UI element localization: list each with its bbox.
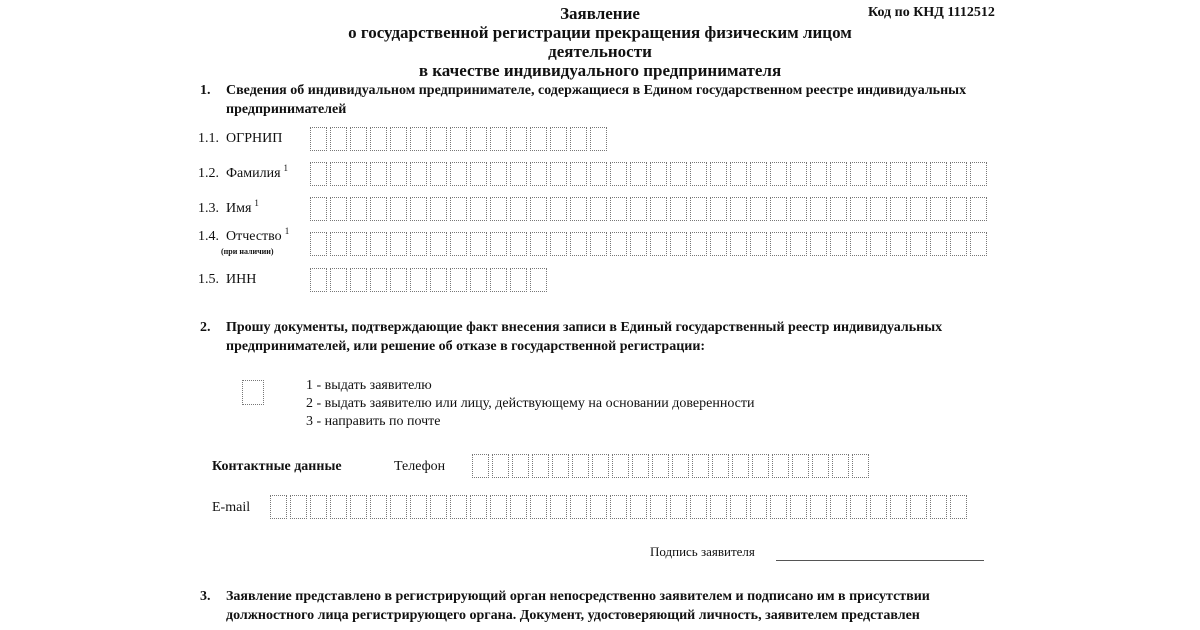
- char-cell[interactable]: [690, 232, 707, 256]
- field-inn-number: 1.5.: [198, 272, 219, 287]
- char-cell[interactable]: [690, 495, 707, 519]
- char-cell[interactable]: [810, 232, 827, 256]
- char-cell[interactable]: [470, 495, 487, 519]
- char-cell[interactable]: [350, 162, 367, 186]
- char-cell[interactable]: [850, 162, 867, 186]
- section-1-heading: [226, 81, 1006, 119]
- surname-input-cells[interactable]: [310, 162, 987, 186]
- field-name-label: [226, 198, 259, 217]
- char-cell[interactable]: [592, 454, 609, 478]
- char-cell[interactable]: [850, 495, 867, 519]
- char-cell[interactable]: [632, 454, 649, 478]
- char-cell[interactable]: [710, 197, 727, 221]
- char-cell[interactable]: [590, 197, 607, 221]
- section-1-heading-line-2: предпринимателей: [226, 102, 347, 117]
- char-cell[interactable]: [330, 197, 347, 221]
- char-cell[interactable]: [472, 454, 489, 478]
- char-cell[interactable]: [650, 197, 667, 221]
- char-cell[interactable]: [510, 197, 527, 221]
- char-cell[interactable]: [310, 162, 327, 186]
- char-cell[interactable]: [330, 127, 347, 151]
- char-cell[interactable]: [950, 495, 967, 519]
- char-cell[interactable]: [490, 232, 507, 256]
- char-cell[interactable]: [770, 495, 787, 519]
- char-cell[interactable]: [670, 162, 687, 186]
- char-cell[interactable]: [550, 162, 567, 186]
- field-ogrnip-label-text: ОГРНИП: [226, 131, 283, 146]
- char-cell[interactable]: [630, 232, 647, 256]
- char-cell[interactable]: [950, 162, 967, 186]
- char-cell[interactable]: [650, 232, 667, 256]
- char-cell[interactable]: [370, 197, 387, 221]
- char-cell[interactable]: [590, 162, 607, 186]
- char-cell[interactable]: [510, 495, 527, 519]
- title-line-2: о государственной регистрации прекращения физическим лицом деятельности: [348, 23, 852, 61]
- char-cell[interactable]: [410, 127, 427, 151]
- char-cell[interactable]: [530, 232, 547, 256]
- char-cell[interactable]: [370, 127, 387, 151]
- char-cell[interactable]: [350, 197, 367, 221]
- char-cell[interactable]: [450, 495, 467, 519]
- char-cell[interactable]: [950, 197, 967, 221]
- char-cell[interactable]: [890, 162, 907, 186]
- char-cell[interactable]: [450, 268, 467, 292]
- char-cell[interactable]: [610, 232, 627, 256]
- email-input-cells[interactable]: [270, 495, 967, 519]
- email-label: E-mail: [212, 500, 251, 515]
- char-cell[interactable]: [390, 197, 407, 221]
- char-cell[interactable]: [910, 495, 927, 519]
- delivery-option: 3 - направить по почте: [306, 414, 441, 429]
- char-cell[interactable]: [850, 232, 867, 256]
- char-cell[interactable]: [570, 495, 587, 519]
- char-cell[interactable]: [430, 197, 447, 221]
- char-cell[interactable]: [810, 162, 827, 186]
- char-cell[interactable]: [330, 495, 347, 519]
- char-cell[interactable]: [710, 232, 727, 256]
- char-cell[interactable]: [550, 232, 567, 256]
- char-cell[interactable]: [550, 197, 567, 221]
- char-cell[interactable]: [690, 162, 707, 186]
- char-cell[interactable]: [732, 454, 749, 478]
- char-cell[interactable]: [730, 232, 747, 256]
- char-cell[interactable]: [810, 495, 827, 519]
- char-cell[interactable]: [370, 495, 387, 519]
- char-cell[interactable]: [950, 232, 967, 256]
- section-1-heading-line-1: Сведения об индивидуальном предпринимателе, содержащиеся в Едином государственном реестре индивидуальных: [226, 83, 967, 98]
- char-cell[interactable]: [910, 232, 927, 256]
- char-cell[interactable]: [350, 495, 367, 519]
- field-surname-number: 1.2.: [198, 166, 219, 181]
- char-cell[interactable]: [770, 197, 787, 221]
- char-cell[interactable]: [530, 197, 547, 221]
- char-cell[interactable]: [670, 197, 687, 221]
- char-cell[interactable]: [590, 495, 607, 519]
- knd-code: Код по КНД 1112512: [868, 5, 995, 20]
- char-cell[interactable]: [410, 197, 427, 221]
- char-cell[interactable]: [390, 162, 407, 186]
- char-cell[interactable]: [490, 197, 507, 221]
- char-cell[interactable]: [630, 495, 647, 519]
- char-cell[interactable]: [730, 197, 747, 221]
- char-cell[interactable]: [852, 454, 869, 478]
- char-cell[interactable]: [970, 162, 987, 186]
- char-cell[interactable]: [890, 232, 907, 256]
- char-cell[interactable]: [850, 197, 867, 221]
- option-code: 1: [306, 378, 313, 393]
- char-cell[interactable]: [310, 232, 327, 256]
- char-cell[interactable]: [650, 495, 667, 519]
- char-cell[interactable]: [510, 232, 527, 256]
- char-cell[interactable]: [870, 197, 887, 221]
- char-cell[interactable]: [650, 162, 667, 186]
- char-cell[interactable]: [310, 127, 327, 151]
- char-cell[interactable]: [830, 162, 847, 186]
- char-cell[interactable]: [630, 197, 647, 221]
- char-cell[interactable]: [730, 162, 747, 186]
- char-cell[interactable]: [790, 197, 807, 221]
- field-patronymic-footnote: 1: [284, 226, 290, 236]
- char-cell[interactable]: [530, 127, 547, 151]
- char-cell[interactable]: [870, 162, 887, 186]
- char-cell[interactable]: [750, 495, 767, 519]
- char-cell[interactable]: [870, 495, 887, 519]
- char-cell[interactable]: [890, 197, 907, 221]
- field-ogrnip-number: 1.1.: [198, 131, 219, 146]
- field-name-label-text: Имя: [226, 201, 252, 216]
- char-cell[interactable]: [830, 232, 847, 256]
- char-cell[interactable]: [590, 232, 607, 256]
- char-cell[interactable]: [370, 268, 387, 292]
- char-cell[interactable]: [692, 454, 709, 478]
- char-cell[interactable]: [492, 454, 509, 478]
- signature-line[interactable]: [776, 560, 984, 561]
- section-3-text-line-1: Заявление представлено в регистрирующий орган непосредственно заявителем и подписано им в присутствии: [226, 589, 930, 604]
- char-cell[interactable]: [490, 495, 507, 519]
- char-cell[interactable]: [570, 232, 587, 256]
- char-cell[interactable]: [610, 162, 627, 186]
- field-patronymic-number: 1.4.: [198, 229, 219, 244]
- char-cell[interactable]: [510, 268, 527, 292]
- title-line-1: Заявление: [560, 4, 640, 23]
- contacts-heading: Контактные данные: [212, 459, 342, 474]
- char-cell[interactable]: [410, 268, 427, 292]
- char-cell[interactable]: [570, 197, 587, 221]
- char-cell[interactable]: [910, 162, 927, 186]
- char-cell[interactable]: [510, 162, 527, 186]
- field-inn-label: [226, 272, 256, 288]
- inn-input-cells[interactable]: [310, 268, 547, 292]
- char-cell[interactable]: [310, 268, 327, 292]
- char-cell[interactable]: [752, 454, 769, 478]
- char-cell[interactable]: [532, 454, 549, 478]
- char-cell[interactable]: [672, 454, 689, 478]
- char-cell[interactable]: [510, 127, 527, 151]
- char-cell[interactable]: [710, 495, 727, 519]
- char-cell[interactable]: [750, 162, 767, 186]
- char-cell[interactable]: [930, 495, 947, 519]
- char-cell[interactable]: [712, 454, 729, 478]
- option-code: 3: [306, 414, 313, 429]
- section-3-number: 3.: [200, 589, 211, 604]
- char-cell[interactable]: [630, 162, 647, 186]
- title-line-3: в качестве индивидуального предпринимателя: [418, 61, 782, 80]
- field-name-footnote: 1: [254, 198, 259, 208]
- char-cell[interactable]: [652, 454, 669, 478]
- char-cell[interactable]: [870, 232, 887, 256]
- char-cell[interactable]: [450, 197, 467, 221]
- char-cell[interactable]: [470, 232, 487, 256]
- delivery-method-box[interactable]: [242, 380, 264, 405]
- field-ogrnip-label: [226, 131, 282, 147]
- char-cell[interactable]: [450, 232, 467, 256]
- char-cell[interactable]: [790, 162, 807, 186]
- char-cell[interactable]: [670, 495, 687, 519]
- option-text: выдать заявителю: [324, 378, 432, 393]
- delivery-options-list: [306, 377, 755, 431]
- char-cell[interactable]: [612, 454, 629, 478]
- char-cell[interactable]: [772, 454, 789, 478]
- section-2-heading-line-1: Прошу документы, подтверждающие факт внесения записи в Единый государственный реестр индивидуальных: [226, 320, 943, 335]
- char-cell[interactable]: [370, 162, 387, 186]
- char-cell[interactable]: [730, 495, 747, 519]
- char-cell[interactable]: [750, 197, 767, 221]
- section-2-heading: [226, 318, 1006, 356]
- char-cell[interactable]: [470, 127, 487, 151]
- char-cell[interactable]: [350, 232, 367, 256]
- char-cell[interactable]: [330, 268, 347, 292]
- char-cell[interactable]: [310, 495, 327, 519]
- char-cell[interactable]: [590, 127, 607, 151]
- char-cell[interactable]: [770, 232, 787, 256]
- field-name-number: 1.3.: [198, 201, 219, 216]
- char-cell[interactable]: [572, 454, 589, 478]
- char-cell[interactable]: [610, 495, 627, 519]
- char-cell[interactable]: [290, 495, 307, 519]
- char-cell[interactable]: [790, 232, 807, 256]
- char-cell[interactable]: [670, 232, 687, 256]
- char-cell[interactable]: [410, 162, 427, 186]
- section-2-number: 2.: [200, 320, 211, 335]
- char-cell[interactable]: [552, 454, 569, 478]
- char-cell[interactable]: [490, 127, 507, 151]
- section-3-text-line-2: должностного лица регистрирующего органа. Документ, удостоверяющий личность, заявителем представлен: [226, 608, 920, 623]
- char-cell[interactable]: [430, 495, 447, 519]
- char-cell[interactable]: [930, 162, 947, 186]
- field-inn-label-text: ИНН: [226, 272, 257, 287]
- section-3-text: [226, 587, 1006, 625]
- field-patronymic-label-text: Отчество: [226, 229, 282, 244]
- char-cell[interactable]: [450, 162, 467, 186]
- char-cell[interactable]: [970, 232, 987, 256]
- char-cell[interactable]: [470, 162, 487, 186]
- field-surname-label: [226, 163, 289, 182]
- char-cell[interactable]: [512, 454, 529, 478]
- char-cell[interactable]: [330, 232, 347, 256]
- patronymic-input-cells[interactable]: [310, 232, 987, 256]
- char-cell[interactable]: [610, 197, 627, 221]
- char-cell[interactable]: [570, 127, 587, 151]
- form-title: [300, 4, 900, 80]
- ogrnip-input-cells[interactable]: [310, 127, 607, 151]
- char-cell[interactable]: [430, 268, 447, 292]
- char-cell[interactable]: [792, 454, 809, 478]
- char-cell[interactable]: [930, 232, 947, 256]
- char-cell[interactable]: [550, 127, 567, 151]
- char-cell[interactable]: [410, 232, 427, 256]
- signature-label: Подпись заявителя: [650, 544, 755, 559]
- char-cell[interactable]: [490, 162, 507, 186]
- char-cell[interactable]: [570, 162, 587, 186]
- char-cell[interactable]: [430, 232, 447, 256]
- char-cell[interactable]: [710, 162, 727, 186]
- char-cell[interactable]: [350, 268, 367, 292]
- char-cell[interactable]: [530, 268, 547, 292]
- char-cell[interactable]: [450, 127, 467, 151]
- char-cell[interactable]: [930, 197, 947, 221]
- delivery-option: 2 - выдать заявителю или лицу, действующему на основании доверенности: [306, 396, 755, 411]
- char-cell[interactable]: [550, 495, 567, 519]
- char-cell[interactable]: [830, 495, 847, 519]
- delivery-option: 1 - выдать заявителю: [306, 378, 432, 393]
- char-cell[interactable]: [790, 495, 807, 519]
- option-code: 2: [306, 396, 313, 411]
- char-cell[interactable]: [530, 495, 547, 519]
- phone-label: Телефон: [394, 459, 446, 474]
- char-cell[interactable]: [310, 197, 327, 221]
- char-cell[interactable]: [410, 495, 427, 519]
- char-cell[interactable]: [530, 162, 547, 186]
- char-cell[interactable]: [390, 268, 407, 292]
- option-text: выдать заявителю или лицу, действующему на основании доверенности: [324, 396, 755, 411]
- phone-input-cells[interactable]: [472, 454, 869, 478]
- char-cell[interactable]: [390, 127, 407, 151]
- option-text: направить по почте: [324, 414, 441, 429]
- char-cell[interactable]: [270, 495, 287, 519]
- char-cell[interactable]: [470, 268, 487, 292]
- name-input-cells[interactable]: [310, 197, 987, 221]
- field-patronymic-note: (при наличии): [221, 247, 274, 256]
- field-surname-label-text: Фамилия: [226, 166, 281, 181]
- char-cell[interactable]: [832, 454, 849, 478]
- char-cell[interactable]: [390, 232, 407, 256]
- char-cell[interactable]: [430, 162, 447, 186]
- section-2-heading-line-2: предпринимателей, или решение об отказе в государственной регистрации:: [226, 339, 706, 354]
- char-cell[interactable]: [810, 197, 827, 221]
- char-cell[interactable]: [330, 162, 347, 186]
- char-cell[interactable]: [370, 232, 387, 256]
- char-cell[interactable]: [430, 127, 447, 151]
- char-cell[interactable]: [910, 197, 927, 221]
- field-surname-footnote: 1: [283, 163, 289, 173]
- char-cell[interactable]: [690, 197, 707, 221]
- section-1-number: 1.: [200, 83, 211, 98]
- char-cell[interactable]: [390, 495, 407, 519]
- char-cell[interactable]: [812, 454, 829, 478]
- char-cell[interactable]: [470, 197, 487, 221]
- char-cell[interactable]: [830, 197, 847, 221]
- char-cell[interactable]: [890, 495, 907, 519]
- char-cell[interactable]: [770, 162, 787, 186]
- char-cell[interactable]: [350, 127, 367, 151]
- char-cell[interactable]: [490, 268, 507, 292]
- char-cell[interactable]: [970, 197, 987, 221]
- char-cell[interactable]: [750, 232, 767, 256]
- field-patronymic-label: [226, 226, 290, 245]
